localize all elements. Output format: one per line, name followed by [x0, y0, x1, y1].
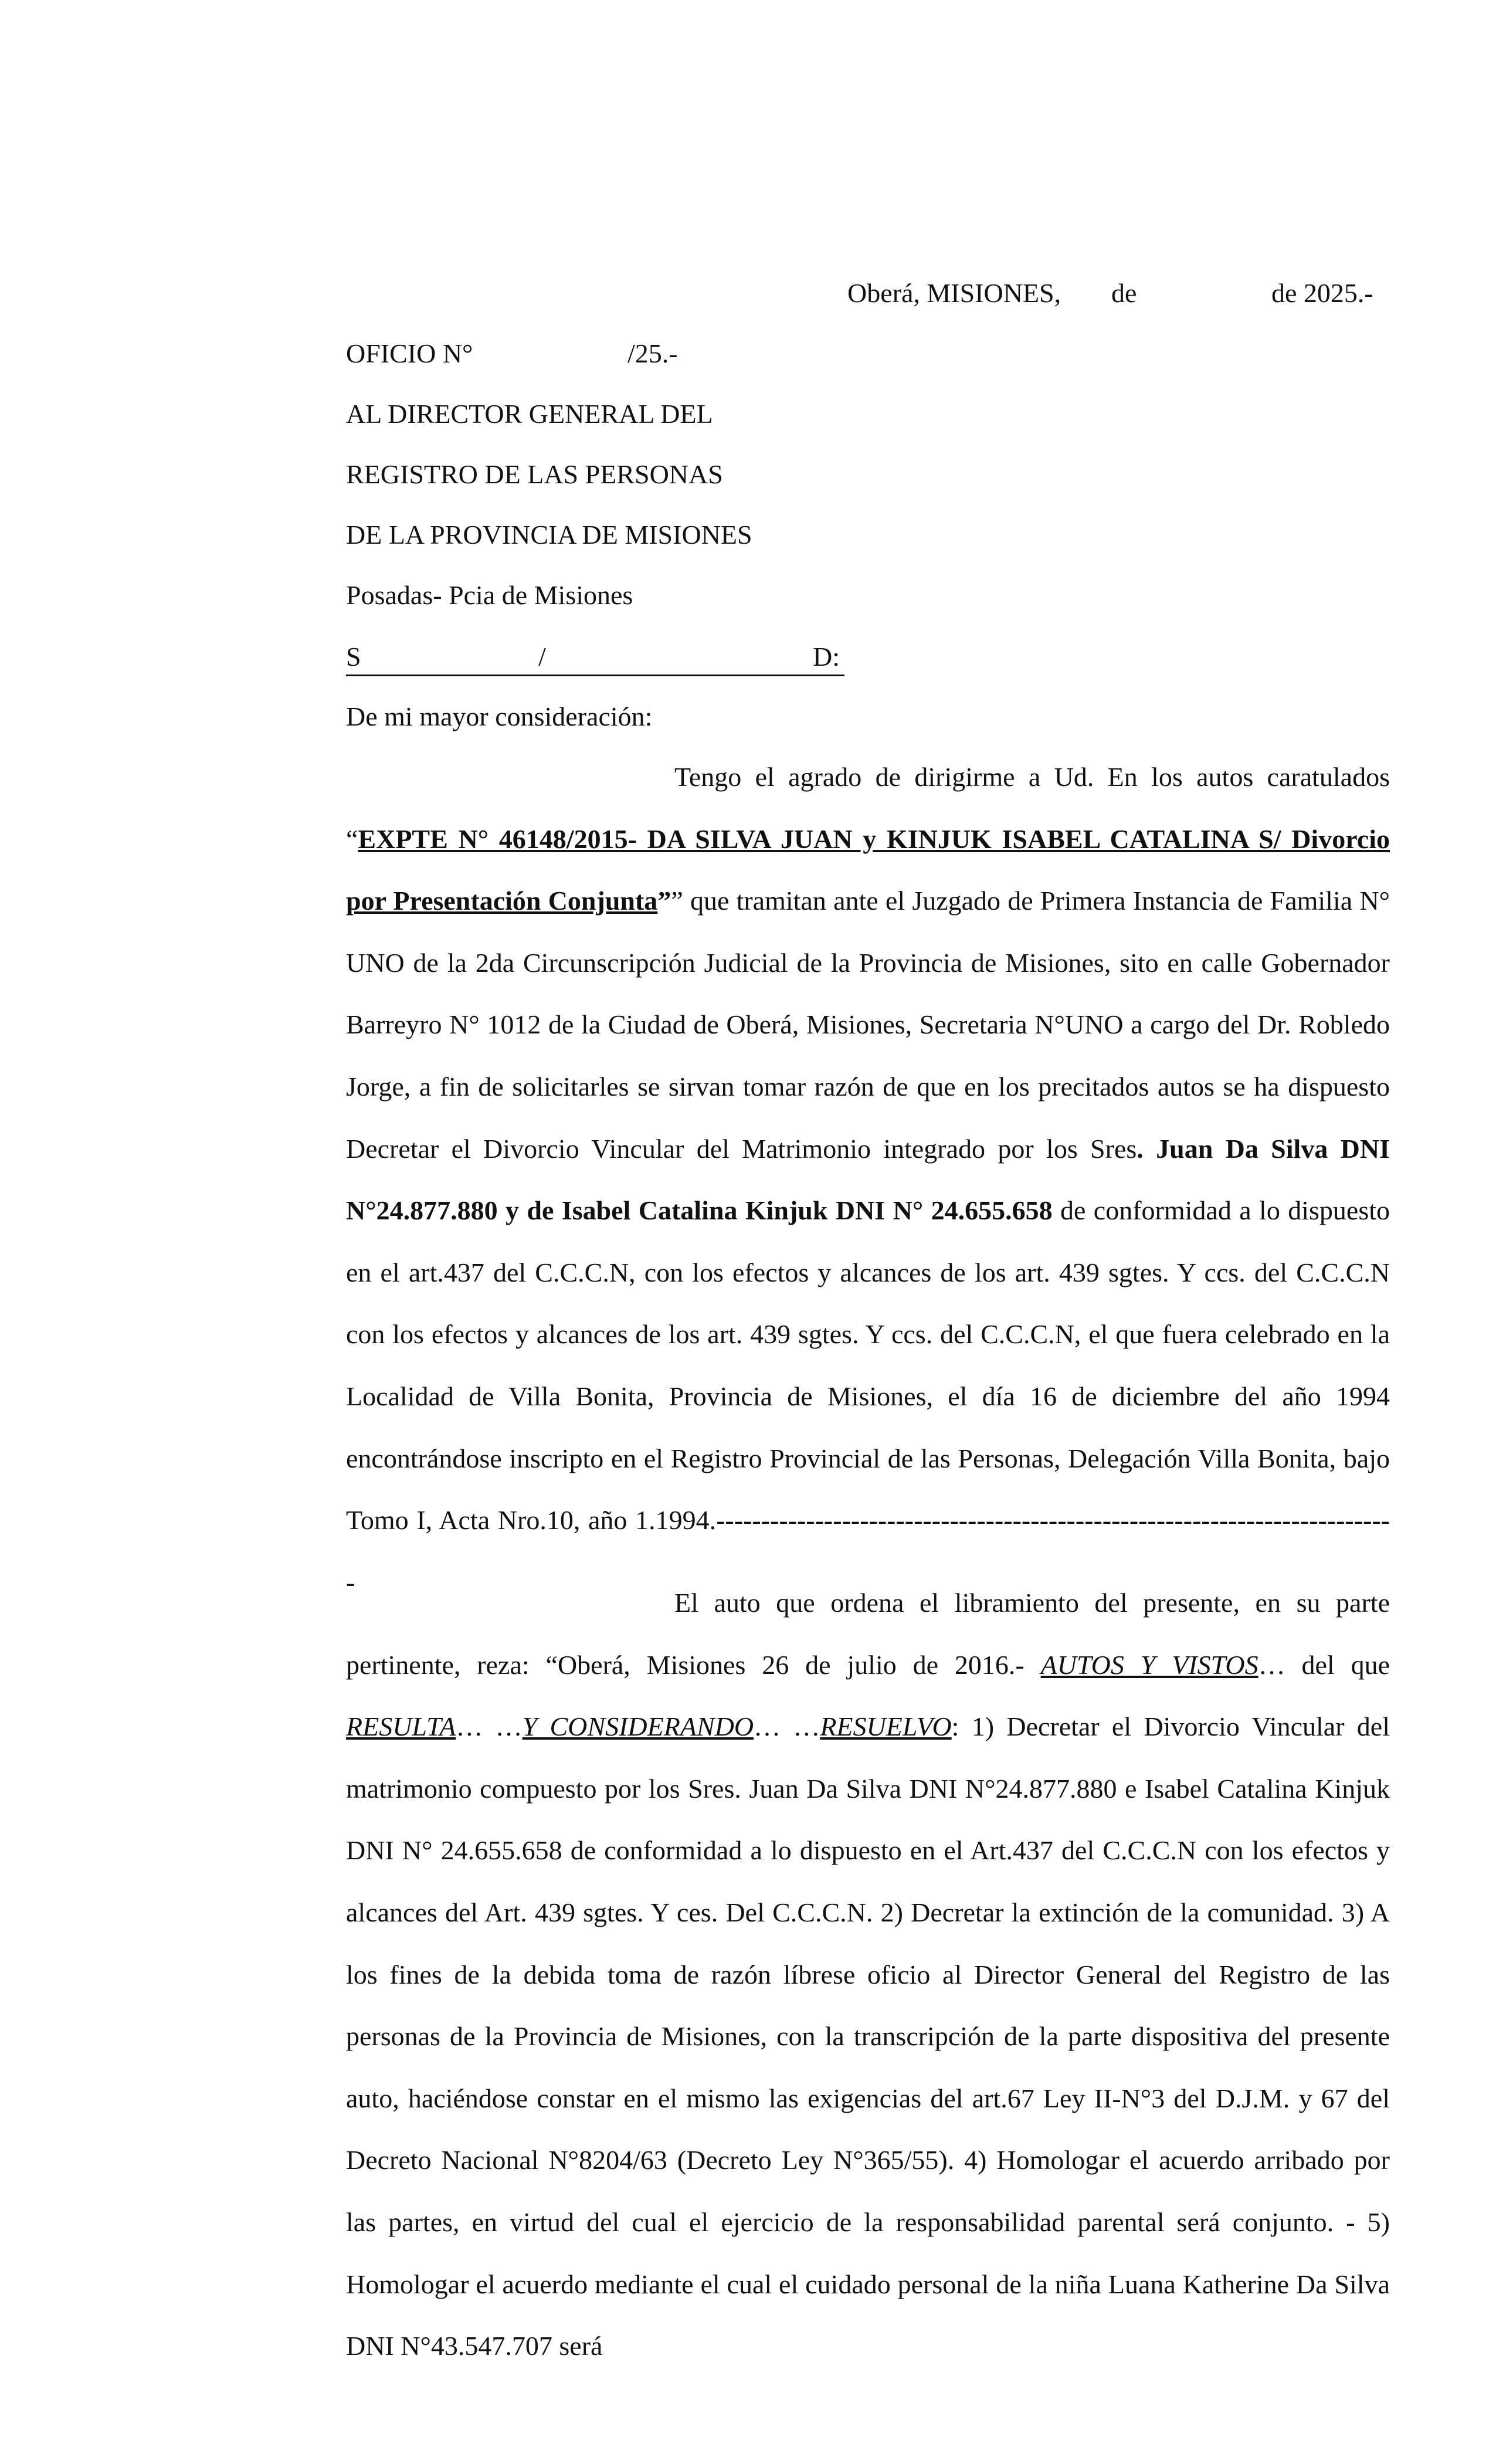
greeting: De mi mayor consideración:: [346, 701, 653, 731]
p2-text-b: … del que: [1258, 1649, 1390, 1680]
considerando: Y CONSIDERANDO: [522, 1711, 754, 1742]
p1-intro: Tengo el agrado de dirigirme a Ud. En los autos caratulados “: [346, 762, 1390, 854]
date-year: de 2025.-: [1271, 278, 1373, 308]
p2-text-d: … …: [754, 1711, 820, 1742]
case-title: EXPTE N° 46148/2015- DA SILVA JUAN y KINJUK ISABEL CATALINA S/ Divorcio por Presentación Conjunta: [346, 823, 1390, 916]
p2-intro: El auto que ordena el libramiento del presente, en su parte pertinente, reza: “Oberá, Misiones 26 de julio de 2016.-: [346, 1588, 1390, 1680]
sd-line: [346, 639, 844, 676]
p1-body-2: de conformidad a lo dispuesto en el art.437 del C.C.C.N, con los efectos y alcances de los art. 439 sgtes. Y ccs. del C.C.C.N con los efectos y alcances de los art. 439 sgtes. Y ccs. del C.C.C.N, el que fuera celebrado en la Localidad de Villa Bonita, Provincia de Misiones, el día 16 de diciembre del año 1994 encontrándose inscripto en el Registro Provincial de las Personas, Delegación Villa Bonita, bajo Tomo I, Acta Nro.10, año 1.1994.: [346, 1195, 1390, 1536]
oficio-line: [346, 336, 678, 371]
addressee-line-2: REGISTRO DE LAS PERSONAS: [346, 459, 723, 489]
resuelvo: RESUELVO: [820, 1711, 952, 1742]
p2-text-c: … …: [456, 1711, 523, 1742]
autos-y-vistos: AUTOS Y VISTOS: [1040, 1649, 1258, 1680]
dash-fill: ----------------------------------------------------------------------------: [346, 1505, 1390, 1597]
oficio-label: OFICIO N°: [346, 338, 473, 368]
oficio-year: /25.-: [627, 338, 678, 368]
paragraph-1: [346, 746, 1390, 1613]
sd-s: S: [346, 642, 361, 672]
p2-body: : 1) Decretar el Divorcio Vincular del matrimonio compuesto por los Sres. Juan Da Silva DNI N°24.877.880 e Isabel Catalina Kinjuk DNI N° 24.655.658 de conformidad a lo dispuesto en el Art.437 del C.C.C.N con los efectos y alcances del Art. 439 sgtes. Y ces. Del C.C.C.N. 2) Decretar la extinción de la comunidad. 3) A los fines de la debida toma de razón líbrese oficio al Director General del Registro de las personas de la Provincia de Misiones, con la transcripción de la parte dispositiva del presente auto, haciéndose constar en el mismo las exigencias del art.67 Ley II-N°3 del D.J.M. y 67 del Decreto Nacional N°8204/63 (Decreto Ley N°365/55). 4) Homologar el acuerdo arribado por las partes, en virtud del cual el ejercicio de la responsabilidad parental será conjunto. - 5) Homologar el acuerdo mediante el cual el cuidado personal de la niña Luana Katherine Da Silva DNI N°43.547.707 será: [346, 1711, 1390, 2361]
addressee-line-4: Posadas- Pcia de Misiones: [346, 580, 633, 610]
addressee-line-3: DE LA PROVINCIA DE MISIONES: [346, 520, 752, 550]
paragraph-2: [346, 1572, 1390, 2377]
addressee-line-1: AL DIRECTOR GENERAL DEL: [346, 399, 713, 429]
p1-body: ” que tramitan ante el Juzgado de Primera Instancia de Familia N° UNO de la 2da Circunscripción Judicial de la Provincia de Misiones, sito en calle Gobernador Barreyro N° 1012 de la Ciudad de Oberá, Misiones, Secretaria N°UNO a cargo del Dr. Robledo Jorge, a fin de solicitarles se sirvan tomar razón de que en los precitados autos se ha dispuesto Decretar el Divorcio Vincular del Matrimonio integrado por los Sres: [346, 886, 1390, 1164]
party-names: . Juan Da Silva DNI N°24.877.880 y de Isabel Catalina Kinjuk DNI N° 24.655.658: [346, 1133, 1390, 1226]
sd-d: D:: [813, 642, 840, 672]
date-de: de: [1111, 278, 1137, 308]
city-text: Oberá, MISIONES,: [847, 278, 1061, 308]
resulta: RESULTA: [346, 1711, 456, 1742]
case-title-quote: ”: [657, 886, 671, 916]
sd-slash: /: [538, 642, 546, 672]
